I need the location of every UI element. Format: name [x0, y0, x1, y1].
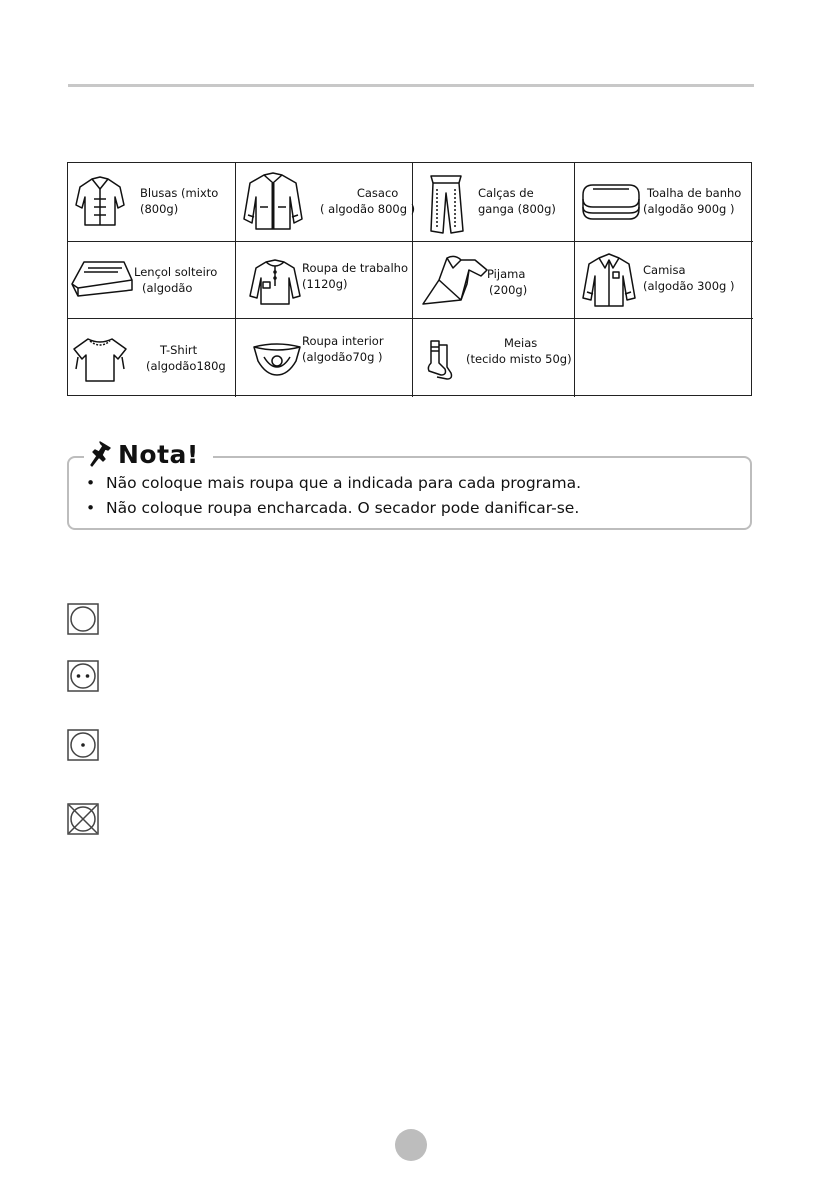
table-cell-roupa-trabalho: [236, 242, 413, 319]
garment-weight-table: [67, 162, 752, 396]
garment-label: Toalha de banho (algodão 900g ): [643, 186, 742, 216]
tumble-dry-icon: [67, 603, 99, 635]
shirt-icon: [581, 252, 637, 310]
table-cell-meias: [413, 319, 575, 397]
pajama-icon: [417, 252, 491, 308]
table-cell-empty: [575, 319, 753, 397]
table-cell-roupa-interior: [236, 319, 413, 397]
garment-label: Pijama (200g): [487, 267, 528, 297]
top-rule: [68, 84, 754, 87]
page-number-badge: [395, 1129, 427, 1161]
table-cell-pijama: [413, 242, 575, 319]
jacket-icon: [240, 171, 306, 233]
note-item: • Não coloque roupa encharcada. O secador pode danificar-se.: [86, 496, 581, 521]
jeans-icon: [425, 173, 467, 235]
work-shirt-icon: [248, 256, 302, 308]
note-list: [86, 471, 581, 521]
table-cell-casaco: [236, 163, 416, 242]
table-cell-blusas: [68, 163, 236, 242]
folded-towel-icon: [579, 179, 643, 225]
blouse-icon: [72, 175, 128, 229]
table-cell-lencol: [68, 242, 236, 319]
garment-label: Camisa (algodão 300g ): [643, 263, 735, 293]
underwear-icon: [250, 339, 304, 379]
tshirt-icon: [70, 333, 130, 385]
garment-label: Lençol solteiro (algodão: [134, 265, 218, 295]
note-title: Nota!: [118, 440, 199, 469]
tumble-dry-low-heat-icon: [67, 729, 99, 761]
garment-label: Roupa interior (algodão70g ): [302, 334, 384, 364]
socks-icon: [423, 339, 453, 383]
note-header: [84, 440, 213, 470]
pushpin-icon: [88, 440, 114, 470]
table-cell-calcas: [413, 163, 575, 242]
tumble-dry-high-heat-icon: [67, 660, 99, 692]
garment-label: T-Shirt (algodão180g: [146, 343, 226, 373]
garment-label: Calças de ganga (800g): [478, 186, 556, 216]
note-item: • Não coloque mais roupa que a indicada para cada programa.: [86, 471, 581, 496]
garment-label: Meias (tecido misto 50g): [466, 336, 572, 366]
table-cell-camisa: [575, 242, 753, 319]
folded-sheet-icon: [70, 258, 134, 300]
garment-label: Casaco ( algodão 800g ): [320, 186, 416, 216]
table-cell-tshirt: [68, 319, 236, 397]
table-cell-toalha: [575, 163, 753, 242]
do-not-tumble-dry-icon: [67, 803, 99, 835]
garment-label: Blusas (mixto (800g): [140, 186, 219, 216]
garment-label: Roupa de trabalho (1120g): [302, 261, 408, 291]
